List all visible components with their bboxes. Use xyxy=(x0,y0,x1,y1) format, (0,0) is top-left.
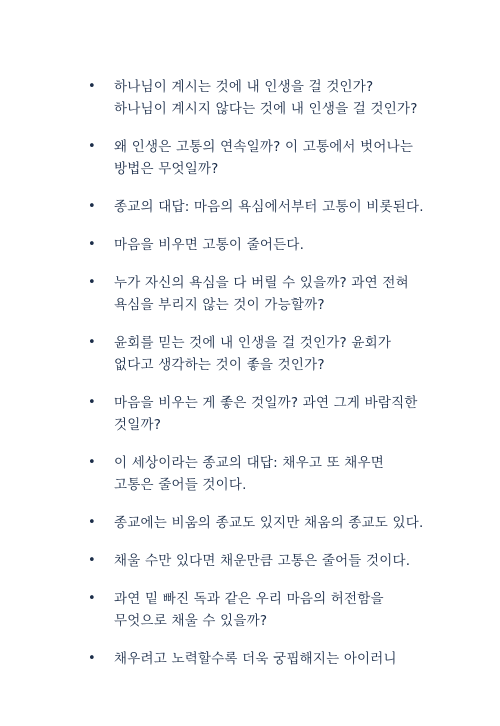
list-item xyxy=(88,550,428,572)
list-item xyxy=(88,588,428,632)
list-item-text: 마음을 비우면 고통이 줄어든다. xyxy=(114,237,305,253)
list-item-text: 왜 인생은 고통의 연속일까? 이 고통에서 벗어나는 방법은 무엇일까? xyxy=(114,139,414,177)
list-item xyxy=(88,76,428,120)
list-item xyxy=(88,512,428,534)
list-item xyxy=(88,332,428,376)
list-item xyxy=(88,196,428,218)
list-item-text: 윤회를 믿는 것에 내 인생을 걸 것인가? 윤회가 없다고 생각하는 것이 좋을 것인가? xyxy=(114,335,392,373)
list-item-text: 채울 수만 있다면 채운만큼 고통은 줄어들 것이다. xyxy=(114,553,411,569)
list-item-text: 이 세상이라는 종교의 대답: 채우고 또 채우면 고통은 줄어들 것이다. xyxy=(114,455,385,493)
bullet-icon: • xyxy=(88,199,96,214)
bullet-icon: • xyxy=(88,651,96,666)
bullet-list xyxy=(88,76,428,686)
bullet-icon: • xyxy=(88,591,96,606)
bullet-icon: • xyxy=(88,79,96,94)
list-item xyxy=(88,452,428,496)
bullet-icon: • xyxy=(88,335,96,350)
list-item-text: 과연 밑 빠진 독과 같은 우리 마음의 허전함을 무엇으로 채울 수 있을까? xyxy=(114,591,384,629)
bullet-icon: • xyxy=(88,395,96,410)
list-item-text: 누가 자신의 욕심을 다 버릴 수 있을까? 과연 전혀 욕심을 부리지 않는 것이 가능할까? xyxy=(114,275,409,313)
list-item-text: 마음을 비우는 게 좋은 것일까? 과연 그게 바람직한 것일까? xyxy=(114,395,418,433)
list-item xyxy=(88,234,428,256)
bullet-icon: • xyxy=(88,553,96,568)
list-item-text: 종교에는 비움의 종교도 있지만 채움의 종교도 있다. xyxy=(114,515,424,531)
bullet-icon: • xyxy=(88,275,96,290)
bullet-icon: • xyxy=(88,515,96,530)
bullet-icon: • xyxy=(88,237,96,252)
list-item xyxy=(88,272,428,316)
bullet-icon: • xyxy=(88,455,96,470)
list-item-text: 하나님이 계시는 것에 내 인생을 걸 것인가? 하나님이 계시지 않다는 것에 내 인생을 걸 것인가? xyxy=(114,79,418,117)
list-item xyxy=(88,136,428,180)
bullet-icon: • xyxy=(88,139,96,154)
list-item xyxy=(88,648,428,670)
list-item-text: 종교의 대답: 마음의 욕심에서부터 고통이 비롯된다. xyxy=(114,199,424,215)
list-item xyxy=(88,392,428,436)
list-item-text: 채우려고 노력할수록 더욱 궁핍해지는 아이러니 xyxy=(114,651,397,667)
